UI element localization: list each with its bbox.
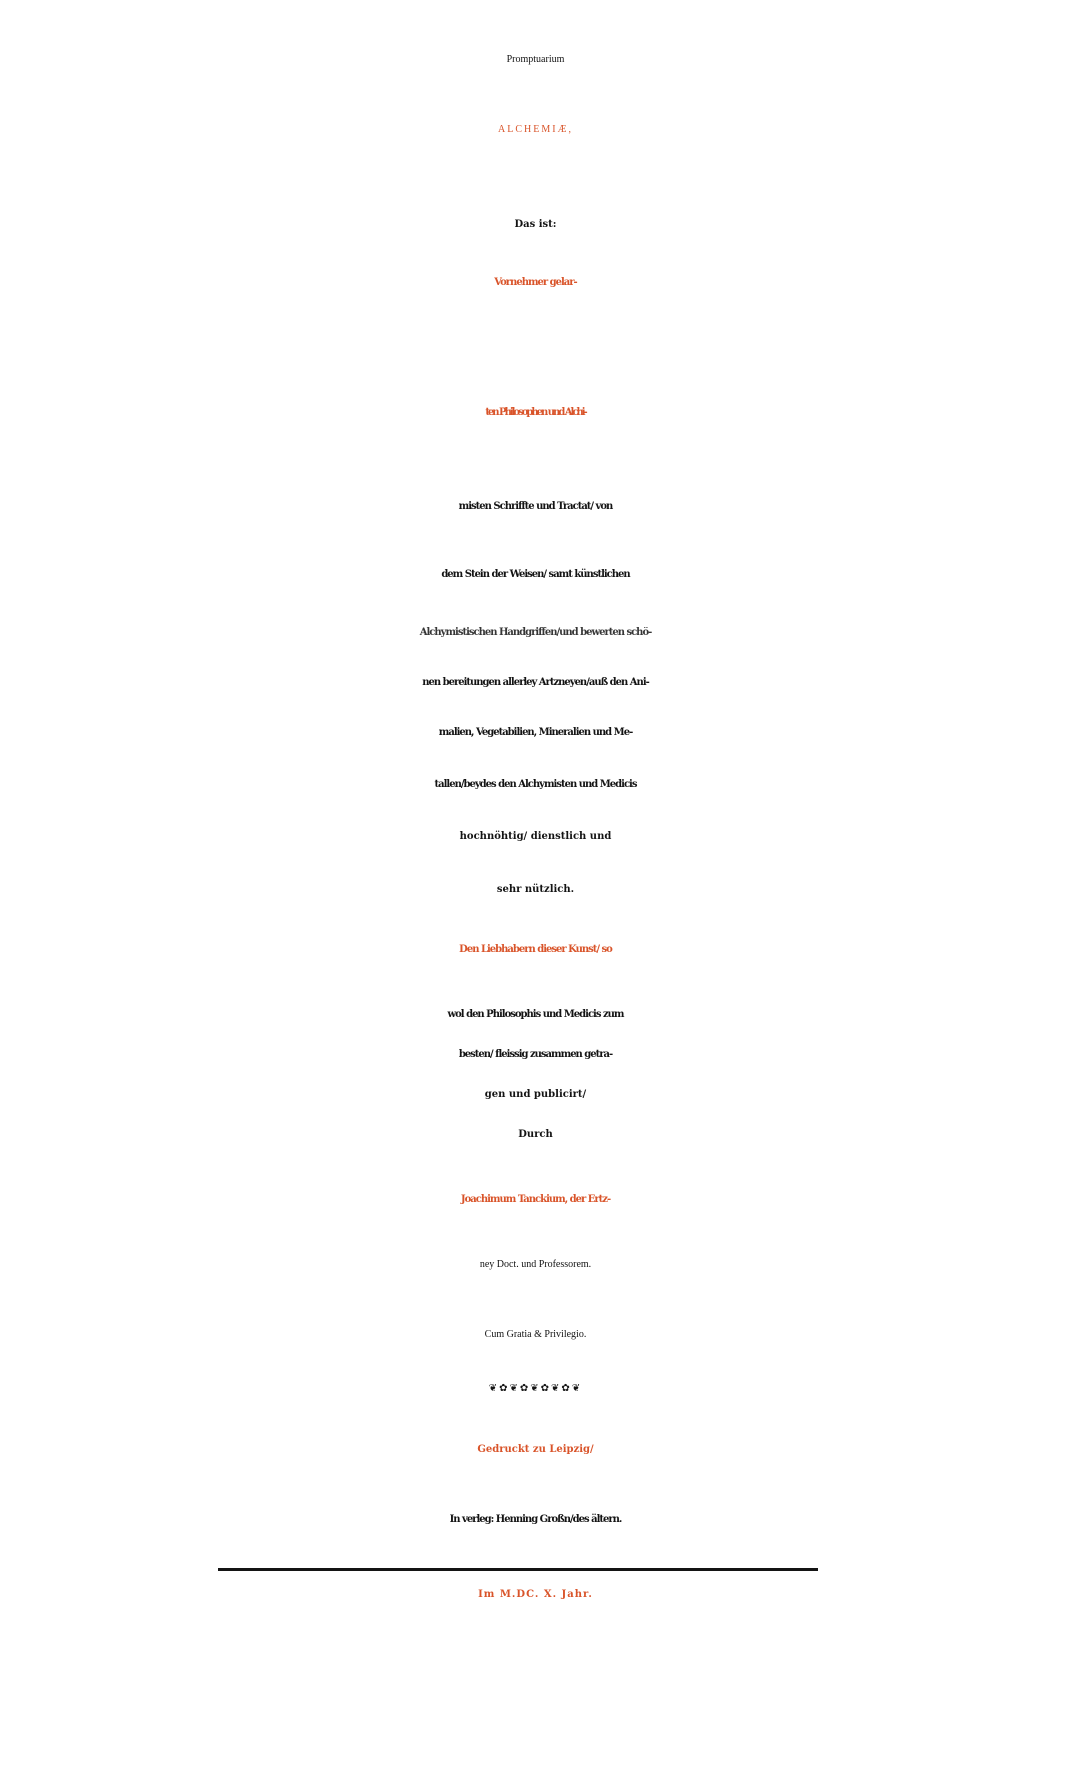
dedication-line-3: besten/ fleissig zusammen getra- (458, 1049, 613, 1060)
ornament-row: ❦✿❦✿❦✿❦✿❦ (488, 1383, 583, 1394)
das-ist-line: Das ist: (514, 219, 557, 230)
author-line: Joachimum Tanckium, der Ertz- (460, 1194, 611, 1205)
title-promptuarium: Promptuarium (506, 54, 565, 65)
description-line-3: nen bereitungen allerley Artzneyen/auß den Ani- (422, 677, 649, 688)
privilege-line: Cum Gratia & Privilegio. (484, 1329, 587, 1340)
description-line-7: sehr nützlich. (496, 884, 575, 895)
subtitle-line-3: misten Schriffte und Tractat/ von (458, 501, 613, 512)
publisher-line: In verleg: Henning Großn/des ältern. (449, 1514, 622, 1525)
dedication-line-4: gen und publicirt/ (484, 1089, 587, 1100)
year-line: Im M.DC. X. Jahr. (478, 1589, 593, 1600)
durch-line: Durch (518, 1129, 553, 1140)
subtitle-line-1: Vornehmer gelar- (494, 277, 577, 288)
printed-in-line: Gedruckt zu Leipzig/ (477, 1444, 594, 1455)
author-title-line: ney Doct. und Professorem. (479, 1259, 592, 1270)
description-line-4: malien, Vegetabilien, Mineralien und Me- (438, 727, 633, 738)
description-line-5: tallen/beydes den Alchymisten und Medicis (434, 779, 637, 790)
description-line-6: hochnöhtig/ dienstlich und (459, 831, 612, 842)
dedication-line-1: Den Liebhabern dieser Kunst/ so (459, 944, 612, 955)
divider-rule (218, 1568, 818, 1571)
title-alchemiae: ALCHEMIÆ, (498, 124, 573, 135)
dedication-line-2: wol den Philosophis und Medicis zum (447, 1009, 624, 1020)
description-line-2: Alchymistischen Handgriffen/und bewerten schö- (419, 627, 652, 638)
description-line-1: dem Stein der Weisen/ samt künstlichen (441, 569, 630, 580)
subtitle-line-2: ten Philosophen und Alchi- (485, 407, 586, 418)
